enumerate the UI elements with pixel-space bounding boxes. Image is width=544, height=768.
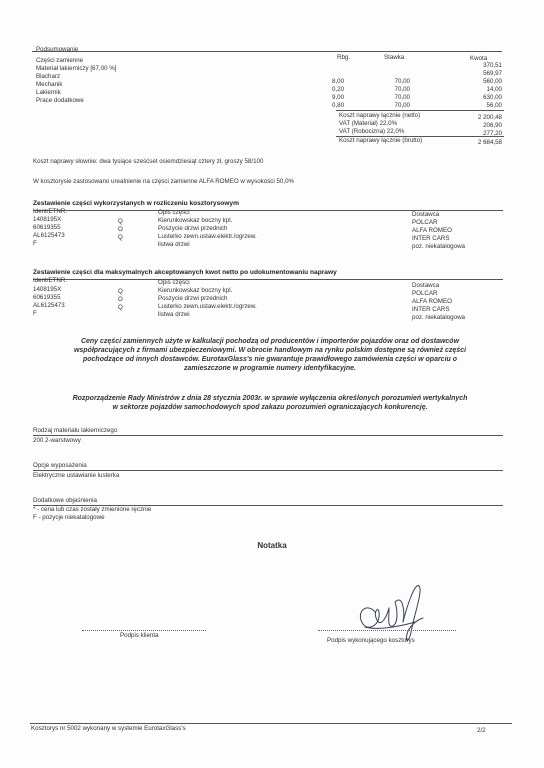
parts-used-supplier: INTER CARS bbox=[412, 235, 450, 242]
col-rbg-header: Rbg. bbox=[337, 54, 351, 61]
col-stawka-header: Stawka bbox=[384, 54, 405, 61]
col-kwota-header: Kwota bbox=[470, 55, 488, 62]
parts-used-quality: Q bbox=[118, 218, 123, 225]
parts-used-desc: Lusterko zewn.ustaw.elektr./ogrzew. bbox=[158, 233, 257, 240]
summary-row-amount: 630,00 bbox=[483, 94, 502, 101]
parts-used-desc: listwa drzwi bbox=[158, 241, 190, 248]
parts-used-ident: F bbox=[33, 240, 37, 247]
parts-used-ident: AL6125473 bbox=[33, 232, 65, 239]
summary-row-amount: 370,51 bbox=[483, 62, 502, 69]
parts-max-supplier: INTER CARS bbox=[412, 306, 450, 313]
parts-used-desc: Kierunkowskaz boczny kpl. bbox=[158, 217, 233, 224]
paint-value: 200 2-warstwowy bbox=[33, 437, 81, 444]
vat-labour-amount: 277,20 bbox=[483, 130, 502, 137]
summary-row-rbg: 0,80 bbox=[332, 102, 345, 109]
parts-max-quality: Q bbox=[118, 304, 123, 311]
footer-text: Kosztorys nr 5002 wykonany w systemie EurotaxGlass's bbox=[31, 725, 186, 732]
amount-in-words: Koszt naprawy słownie: dwa tysiące sześćset osiemdziesiąt cztery zł, groszy 58/100 bbox=[33, 158, 264, 165]
notice-line: pochodzące od innych dostawców. EurotaxGlass's nie gwarantuje prawidłowego zamówienia części w oparciu o bbox=[82, 356, 458, 363]
notice-line: zamieszczone w programie numery identyfikacyjne. bbox=[184, 365, 356, 372]
parts-used-supplier: poz. niekatalogowa bbox=[412, 243, 465, 250]
parts-max-supplier: POLCAR bbox=[412, 290, 438, 297]
parts-used-title: Zestawienie części wykorzystanych w rozliczeniu kosztorysowym bbox=[33, 200, 239, 207]
parts-max-ident-header: Ident/ETNR. bbox=[33, 277, 68, 284]
total-gross-amount: 2 684,58 bbox=[477, 139, 502, 146]
parts-max-supplier: ALFA ROMEO bbox=[412, 298, 452, 305]
notice-line: w sektorze pojazdów samochodowych spod zakazu porozumień ograniczających konkurencję. bbox=[112, 404, 428, 411]
notes-heading: Notatka bbox=[257, 541, 287, 550]
equipment-value: Elektryczne ustawianie lusterka bbox=[33, 472, 120, 479]
parts-used-supplier: ALFA ROMEO bbox=[412, 227, 452, 234]
parts-used-desc-header: Opis części bbox=[158, 209, 190, 216]
summary-row-amount: 560,00 bbox=[483, 78, 502, 85]
summary-row-label: Prace dodatkowe bbox=[36, 97, 84, 104]
parts-max-desc-header: Opis części bbox=[158, 279, 190, 286]
summary-row-amount: 569,97 bbox=[483, 70, 502, 77]
summary-row-label: Mechanik bbox=[36, 81, 63, 88]
summary-row-rate: 70,00 bbox=[394, 86, 410, 93]
summary-row-rate: 70,00 bbox=[394, 78, 410, 85]
equipment-rule bbox=[33, 470, 503, 471]
parts-max-ident: AL6125473 bbox=[33, 302, 65, 309]
parts-used-desc: Poszycie drzwi przednich bbox=[158, 225, 228, 232]
parts-max-supplier: poz. niekatalogowa bbox=[412, 314, 465, 321]
summary-row-rbg: 9,00 bbox=[332, 94, 345, 101]
parts-used-supplier: POLCAR bbox=[412, 219, 438, 226]
summary-row-rbg: 8,00 bbox=[332, 78, 345, 85]
parts-max-desc: listwa drzwi bbox=[158, 311, 190, 318]
depreciation-note: W kosztorysie zastosowano urealnienie na części zamienne ALFA ROMEO w wysokości 50,0% bbox=[33, 178, 295, 185]
parts-used-ident: 60619355 bbox=[33, 224, 61, 231]
price-source-notice bbox=[30, 337, 510, 373]
total-net-label: Koszt naprawy łącznie (netto) bbox=[339, 112, 421, 119]
notice-line: współpracujących z firmami ubezpieczeniowymi. W obrocie handlowym na rynku polskim dostępne są również części bbox=[73, 347, 467, 354]
summary-row-amount: 14,00 bbox=[486, 86, 502, 93]
client-signature-line bbox=[82, 630, 206, 631]
totals-rule bbox=[336, 110, 504, 111]
parts-max-ident: F bbox=[33, 310, 37, 317]
parts-max-ident: 60619355 bbox=[33, 294, 61, 301]
explanation-line: * - cena lub czas zostały zmienione ręcznie bbox=[33, 506, 152, 513]
regulation-notice bbox=[30, 394, 510, 412]
total-net-amount: 2 200,48 bbox=[477, 114, 502, 121]
parts-max-quality: O bbox=[118, 296, 123, 303]
parts-max-ident: 1408195X bbox=[33, 286, 62, 293]
author-signature-line bbox=[318, 630, 456, 631]
paint-label: Rodzaj materiału lakierniczego bbox=[33, 427, 118, 434]
summary-top-rule bbox=[32, 51, 502, 52]
parts-used-ident: 1408195X bbox=[33, 216, 62, 223]
author-signature-label: Podpis wykonującego kosztorys bbox=[327, 637, 415, 644]
total-gross-label: Koszt naprawy łącznie (brutto) bbox=[339, 137, 423, 144]
footer-rule bbox=[30, 723, 512, 724]
parts-used-quality: Q bbox=[118, 234, 123, 241]
explanation-line: F - pozycje niekatalogowe bbox=[33, 514, 105, 521]
parts-max-quality: Q bbox=[118, 288, 123, 295]
vat-material-label: VAT (Materiał) 22,0% bbox=[339, 120, 398, 127]
summary-row-rate: 70,00 bbox=[394, 94, 410, 101]
parts-max-desc: Lusterko zewn.ustaw.elektr./ogrzew. bbox=[158, 303, 257, 310]
parts-max-supplier-header: Dostawca bbox=[412, 282, 440, 289]
parts-max-rule bbox=[33, 279, 503, 280]
summary-row-rbg: 0,20 bbox=[332, 86, 345, 93]
summary-row-amount: 56,00 bbox=[486, 102, 502, 109]
vat-labour-label: VAT (Robocizna) 22,0% bbox=[339, 128, 405, 135]
summary-row-label: Lakiernik bbox=[36, 89, 61, 96]
parts-max-desc: Kierunkowskaz boczny kpl. bbox=[158, 287, 233, 294]
parts-used-quality: O bbox=[118, 226, 123, 233]
summary-title: Podsumowanie bbox=[36, 46, 79, 53]
parts-used-ident-header: Ident/ETNR. bbox=[33, 208, 68, 215]
parts-max-desc: Poszycie drzwi przednich bbox=[158, 295, 228, 302]
summary-row-label: Części zamienne bbox=[36, 57, 84, 64]
client-signature-label: Podpis klienta bbox=[120, 632, 159, 639]
parts-max-title: Zestawienie części dla maksymalnych akceptowanych kwot netto po udokumentowaniu naprawy bbox=[33, 269, 337, 276]
vat-material-amount: 206,90 bbox=[483, 122, 502, 129]
page-number: 2/2 bbox=[477, 727, 486, 734]
summary-row-label: Materiał lakierniczy [67,00 %] bbox=[36, 65, 117, 72]
paint-rule bbox=[33, 435, 503, 436]
summary-row-label: Blacharz bbox=[36, 73, 61, 80]
notice-line: Ceny części zamiennych użyte w kalkulacji pochodzą od producentów i importerów pojazdów oraz od dostawców bbox=[80, 338, 460, 345]
notice-line: Rozporządzenie Rady Ministrów z dnia 28 stycznia 2003r. w sprawie wyłączenia określonych porozumień wertykalnych bbox=[72, 395, 468, 402]
parts-used-supplier-header: Dostawca bbox=[412, 211, 440, 218]
equipment-label: Opcje wyposażenia bbox=[33, 462, 87, 469]
summary-row-rate: 70,00 bbox=[394, 102, 410, 109]
explanations-label: Dodatkowe objaśnienia bbox=[33, 497, 97, 504]
